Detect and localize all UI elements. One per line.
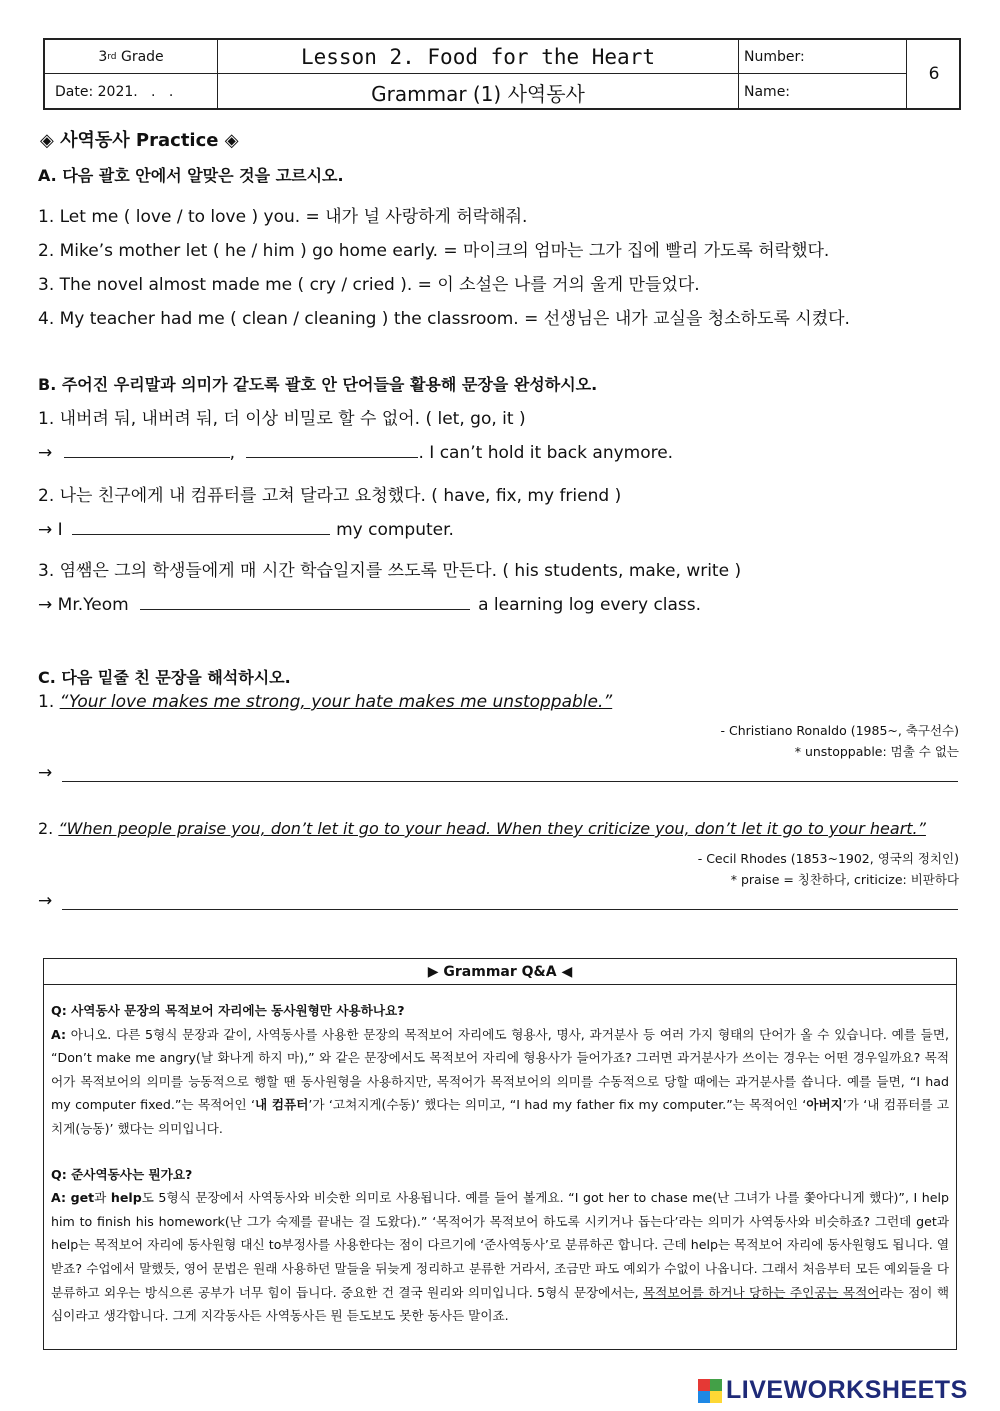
section-b-question-3: 3. 염쌤은 그의 학생들에게 매 시간 학습일지를 쓰도록 만든다. ( his students, make, write ) <box>38 561 742 581</box>
qa-answer-1 <box>51 1023 949 1141</box>
grade-cell <box>45 40 218 74</box>
answer-line-1[interactable] <box>62 781 958 782</box>
answer-blank-2[interactable] <box>72 521 330 535</box>
question-2-quote: “When people praise you, don’t let it go to your head. When they criticize you, don’t let it go to your heart.” <box>58 819 926 838</box>
liveworksheets-logo-icon <box>698 1379 722 1403</box>
date-field: Date: 2021. . . <box>45 74 218 110</box>
answer-line-2[interactable] <box>62 909 958 910</box>
number-field[interactable]: Number: <box>739 40 907 74</box>
answer-label: A: <box>51 1026 67 1042</box>
grade-number: 3 <box>98 48 108 65</box>
section-b-question-1: 1. 내버려 둬, 내버려 둬, 더 이상 비밀로 할 수 없어. ( let, go, it ) <box>38 409 526 429</box>
qa-question-2: Q: 준사역동사는 뭔가요? <box>51 1166 193 1182</box>
question-2-note: * praise = 칭찬하다, criticize: 비판하다 <box>730 872 959 887</box>
section-a-item-2[interactable]: 2. Mike’s mother let ( he / him ) go home early. = 마이크의 엄마는 그가 집에 빨리 가도록 허락했다. <box>38 241 830 261</box>
answer-2-help: help <box>110 1190 142 1206</box>
answer-1-bold-1: 내 컴퓨터 <box>254 1097 309 1113</box>
arrow-icon: → <box>38 443 53 463</box>
qa-body <box>51 999 949 1328</box>
arrow-icon: → <box>38 763 53 783</box>
name-field[interactable]: Name: <box>739 74 907 110</box>
answer-2-tail: my computer. <box>336 520 454 540</box>
section-b-answer-2 <box>38 520 454 540</box>
section-a-item-1[interactable]: 1. Let me ( love / to love ) you. = 내가 널 사랑하게 허락해줘. <box>38 207 528 227</box>
section-c-question-2 <box>38 819 926 838</box>
grade-suffix: rd <box>107 51 117 62</box>
answer-2-head: → I <box>38 520 63 540</box>
answer-blank-3[interactable] <box>140 596 470 610</box>
answer-3-tail: a learning log every class. <box>478 595 702 615</box>
answer-1-bold-2: 아버지 <box>806 1097 843 1113</box>
qa-question-1: Q: 사역동사 문장의 목적보어 자리에는 동사원형만 사용하나요? <box>51 1003 405 1018</box>
lesson-title: Lesson 2. Food for the Heart <box>218 40 739 74</box>
grammar-qa-box <box>43 958 957 1350</box>
answer-2-text-2: 라는 점이 핵심이라고 생각합니다. 그게 지각동사든 사역동사든 뭔 듣도보도 못한 동사든 말이죠. <box>51 1284 949 1324</box>
answer-2-and: 과 <box>94 1190 111 1206</box>
section-b-answer-3 <box>38 595 701 615</box>
arrow-icon: → <box>38 891 53 911</box>
answer-1-text-1: 아니오. 다른 5형식 문장과 같이, 사역동사를 사용한 문장의 목적보어 자리에도 형용사, 명사, 과거분사 등 여러 가지 형태의 단어가 올 수 있습니다. 예를 들면, “Don’t make me angry(날 화나게 하지 마),” 와 같은 문장에서도 목적보어 자리에 형용사가 들어가죠? 그러면 과거분사가 쓰이는 경우는 어떤 경우일까요? 목적어가 목적보어의 의미를 능동적으로 행할 땐 동사원형을 사용하지만, 목적어가 목적보어의 의미를 수동적으로 당할 때에는 과거분사를 씁니다. 예를 들면, “I had my computer fixed.”는 목적어인 ‘ <box>51 1026 949 1113</box>
answer-3-head: → Mr.Yeom <box>38 595 129 615</box>
answer-comma: , <box>229 443 236 463</box>
section-c-question-1 <box>38 692 612 712</box>
answer-1-text-2: ’가 ‘고쳐지게(수동)’ 했다는 의미고, “I had my father fix my computer.”는 목적어인 ‘ <box>308 1097 807 1113</box>
section-a-item-3[interactable]: 3. The novel almost made me ( cry / cried ). = 이 소설은 나를 거의 울게 만들었다. <box>38 275 700 295</box>
logo-text: LIVEWORKSHEETS <box>726 1376 968 1404</box>
section-b-title: B. 주어진 우리말과 의미가 같도록 괄호 안 단어들을 활용해 문장을 완성하시오. <box>38 375 598 394</box>
answer-2-get: get <box>70 1190 95 1206</box>
question-1-note: * unstoppable: 멈출 수 없는 <box>794 744 959 759</box>
grade-word: Grade <box>120 48 164 65</box>
qa-answer-2 <box>51 1186 949 1328</box>
question-1-number: 1. <box>38 692 55 712</box>
section-b-question-2: 2. 나는 친구에게 내 컴퓨터를 고쳐 달라고 요청했다. ( have, fix, my friend ) <box>38 486 622 506</box>
question-2-source: - Cecil Rhodes (1853~1902, 영국의 정치인) <box>697 851 959 866</box>
logo-square-red <box>698 1379 710 1391</box>
question-1-quote: “Your love makes me strong, your hate makes me unstoppable.” <box>59 692 613 712</box>
answer-2-underline: 목적보어를 하거나 당하는 주인공는 목적어 <box>643 1284 880 1300</box>
question-2-number: 2. <box>38 819 54 838</box>
answer-1-text-3: ’가 ‘내 컴퓨터를 고치게(능동)’ 했다는 의미입니다. <box>51 1097 949 1136</box>
logo-square-green <box>710 1379 722 1391</box>
logo-square-blue <box>698 1391 710 1403</box>
page-number: 6 <box>928 64 940 84</box>
qa-title: ▶ Grammar Q&A ◀ <box>44 959 956 985</box>
liveworksheets-logo <box>698 1376 968 1405</box>
header-table <box>43 38 961 110</box>
section-a-title: A. 다음 괄호 안에서 알맞은 것을 고르시오. <box>38 166 344 185</box>
section-b-answer-1 <box>38 443 673 463</box>
question-1-source: - Christiano Ronaldo (1985~, 축구선수) <box>720 723 959 738</box>
answer-1-tail: . I can’t hold it back anymore. <box>418 443 674 463</box>
answer-blank-1a[interactable] <box>64 444 230 458</box>
answer-2-text-1: 도 5형식 문장에서 사역동사와 비슷한 의미로 사용됩니다. 예를 들어 볼게요. “I got her to chase me(난 그녀가 나를 쫓아다니게 했다)”, I help him to finish his homework(난 그가 숙제를 끝내는 걸 도왔다).” ‘목적어가 목적보어 하도록 시키거나 돕는다’라는 의미가 사역동사와 비슷하죠? 그런데 get과 help는 목적보어 자리에 동사원형 대신 to부정사를 사용한다는 점이 다르기에 ‘준사역동사’로 분류하곤 합니다. 근데 help는 목적보어 자리에 동사원형도 됩니다. 열받죠? 수업에서 말했듯, 영어 문법은 원래 사용하던 말들을 뒤늦게 정리하고 분류한 거라서, 조금만 파도 예외가 수없이 나옵니다. 그래서 처음부터 모든 예외들을 다 분류하고 외우는 방식으론 공부가 너무 힘이 듭니다. 중요한 건 결국 원리와 의미입니다. 5형식 문장에서는, <box>51 1190 949 1300</box>
answer-label: A: <box>51 1190 67 1206</box>
section-a-item-4[interactable]: 4. My teacher had me ( clean / cleaning ) the classroom. = 선생님은 내가 교실을 청소하도록 시켰다. <box>38 309 850 329</box>
practice-title: ◈ 사역동사 Practice ◈ <box>40 130 239 151</box>
logo-square-yellow <box>710 1391 722 1403</box>
answer-blank-1b[interactable] <box>246 444 418 458</box>
section-c-title: C. 다음 밑줄 친 문장을 해석하시오. <box>38 668 291 687</box>
grammar-subtitle: Grammar (1) 사역동사 <box>218 74 739 110</box>
